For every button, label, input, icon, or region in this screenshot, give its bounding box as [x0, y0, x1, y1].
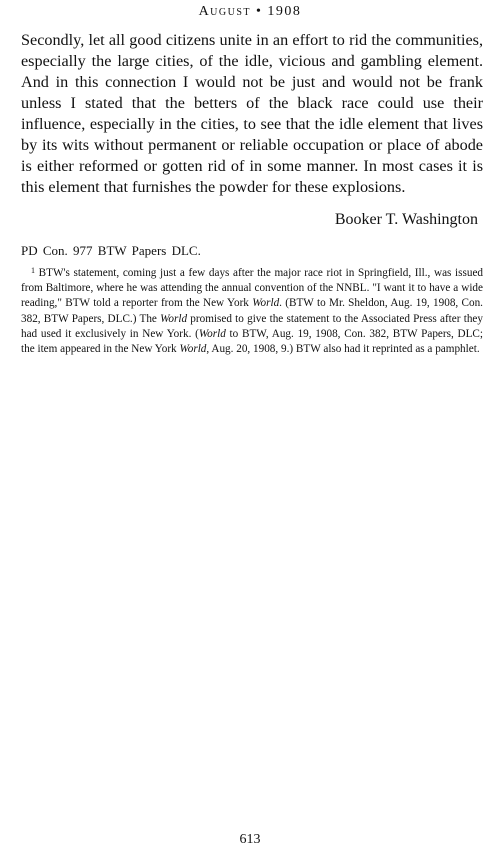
footnote-text-1: BTW's statement, coming just a few days after the major race riot in Springfield, Ill., was issued from Baltimore, where he was attending the annual convention of the NNBL. "I want it to have a wide reading," BTW told a reporter from the New York [21, 267, 484, 310]
footnote-text-2: . (BTW to Mr. Sheldon, Aug. 19, 1908, Con. 382, BTW Papers, DLC.) The [21, 297, 483, 325]
footnote-marker: 1 [31, 266, 35, 275]
footnote-text-4: to BTW, Aug. 19, 1908, Con. 382, BTW Papers, DLC; the item appeared in the New York [21, 327, 483, 356]
footnote [21, 263, 483, 357]
page-number: 613 [239, 832, 261, 847]
signature: Booker T. Washington [334, 211, 478, 228]
footnote-text-5: , Aug. 20, 1908, 9.) BTW also had it reprinted as a pamphlet. [206, 343, 480, 356]
footnote-text-3: promised to give the statement to the Associated Press after they had used it exclusively in New York. ( [21, 312, 483, 340]
running-head: August • 1908 [198, 4, 302, 19]
footnote-italic-3: World [198, 327, 226, 340]
footnote-italic-2: World [160, 312, 188, 325]
footnote-italic-1: World [252, 297, 280, 310]
footnote-italic-4: World [179, 343, 207, 356]
body-paragraph: Secondly, let all good citizens unite in an effort to rid the communities, especially the large cities, of the idle, vicious and gambling element. And in this connection I would not be just and would not be frank unless I stated that the betters of the black race could use their influence, especially in the cities, to see that the idle element that lives by its wits without permanent or reliable occupation or place of abode is either reformed or gotten rid of in some manner. In most cases it is this element that furnishes the powder for these explosions. [21, 31, 483, 196]
source-note: PD Con. 977 BTW Papers DLC. [21, 243, 201, 258]
